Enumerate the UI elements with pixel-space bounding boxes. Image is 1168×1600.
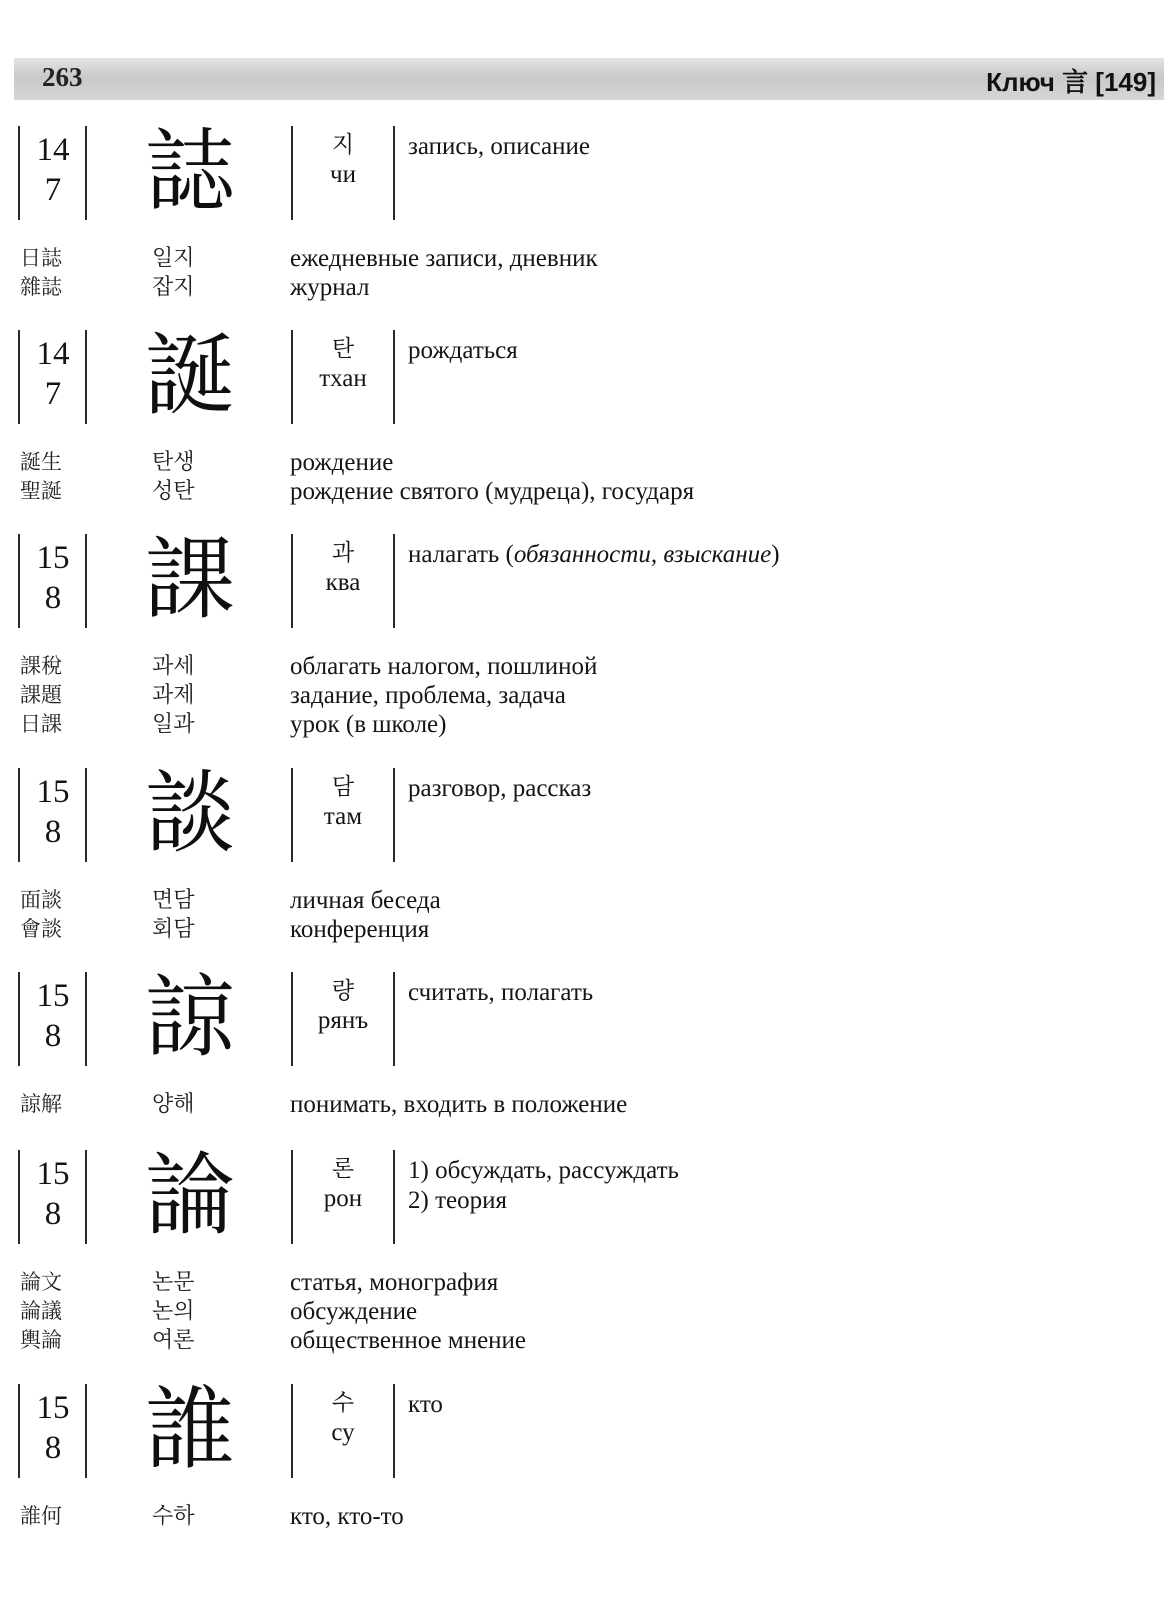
entry-hanja: 談 — [145, 761, 235, 866]
compound-hanja: 日課 — [20, 712, 62, 736]
meaning-line: 1) обсуждать, рассуждать — [408, 1157, 679, 1184]
divider — [18, 972, 20, 1066]
compound-row — [0, 1502, 1168, 1531]
compound-row — [0, 652, 1168, 681]
compound-row — [0, 448, 1168, 477]
divider — [291, 126, 293, 220]
stroke-total: 15 — [36, 1390, 70, 1426]
compound-hanja: 會談 — [20, 917, 62, 941]
entry-reading — [294, 1388, 392, 1448]
radical-key-title: Ключ 言 [149] — [986, 67, 1156, 97]
compound-hanja: 聖誕 — [20, 479, 62, 503]
russian-reading: ква — [325, 569, 361, 596]
divider — [18, 534, 20, 628]
entry-meaning: запись, описание — [408, 133, 591, 160]
compound-korean: 양해 — [152, 1092, 195, 1117]
running-header — [14, 58, 1164, 100]
compound-korean: 과제 — [152, 683, 195, 708]
entry-hanja: 諒 — [145, 965, 235, 1070]
stroke-extra: 8 — [44, 1018, 62, 1054]
compound-korean: 수하 — [152, 1504, 195, 1529]
entry-meaning: разговор, рассказ — [408, 775, 592, 802]
entry-head — [0, 527, 1168, 632]
divider — [18, 126, 20, 220]
entry-hanja: 論 — [145, 1143, 235, 1248]
compound-row — [0, 477, 1168, 506]
compound-hanja: 論文 — [20, 1270, 62, 1294]
compound-meaning: урок (в школе) — [290, 711, 447, 738]
entry-meaning: считать, полагать — [408, 979, 594, 1006]
entry-reading — [294, 334, 392, 394]
divider — [85, 330, 87, 424]
divider — [393, 1384, 395, 1478]
divider — [18, 330, 20, 424]
compound-meaning: конференция — [290, 916, 430, 943]
compound-row — [0, 273, 1168, 302]
compound-korean: 일지 — [152, 246, 195, 271]
divider — [393, 768, 395, 862]
divider — [85, 1150, 87, 1244]
compound-list — [0, 448, 1168, 506]
dictionary-entry — [0, 527, 1168, 739]
compound-meaning: облагать налогом, пошлиной — [290, 653, 598, 680]
entry-head — [0, 965, 1168, 1070]
stroke-extra: 8 — [44, 580, 62, 616]
korean-reading: 담 — [331, 774, 355, 800]
entry-meaning: кто — [408, 1391, 443, 1418]
entry-meaning — [408, 1156, 1148, 1216]
compound-korean: 회담 — [152, 917, 195, 942]
compound-meaning: рождение святого (мудреца), государя — [290, 478, 695, 505]
compound-list — [0, 652, 1168, 739]
divider — [291, 330, 293, 424]
compound-korean: 일과 — [152, 712, 195, 737]
compound-row — [0, 1297, 1168, 1326]
korean-reading: 량 — [331, 978, 355, 1004]
russian-reading: рон — [323, 1185, 363, 1212]
divider — [291, 972, 293, 1066]
stroke-count — [22, 1154, 84, 1234]
compound-korean: 여론 — [152, 1328, 195, 1353]
divider — [85, 126, 87, 220]
compound-list — [0, 886, 1168, 944]
divider — [291, 534, 293, 628]
entry-head — [0, 119, 1168, 224]
divider — [291, 1150, 293, 1244]
compound-meaning: ежедневные записи, дневник — [290, 245, 598, 272]
compound-row — [0, 886, 1168, 915]
korean-reading: 탄 — [331, 336, 355, 362]
compound-hanja: 雜誌 — [20, 275, 62, 299]
compound-korean: 논문 — [152, 1270, 195, 1295]
stroke-extra: 8 — [44, 1196, 62, 1232]
meaning-note: обязанности, взыскание — [513, 541, 772, 568]
compound-meaning: кто, кто-то — [290, 1503, 404, 1530]
compound-hanja: 課題 — [20, 683, 62, 707]
compound-row — [0, 710, 1168, 739]
stroke-total: 15 — [36, 774, 70, 810]
compound-meaning: понимать, входить в положение — [290, 1091, 628, 1118]
divider — [85, 768, 87, 862]
entry-hanja: 課 — [145, 527, 235, 632]
compound-hanja: 誕生 — [20, 450, 62, 474]
dictionary-entry — [0, 1377, 1168, 1531]
divider — [291, 768, 293, 862]
compound-meaning: журнал — [290, 274, 370, 301]
divider — [18, 1384, 20, 1478]
compound-korean: 탄생 — [152, 450, 195, 475]
russian-reading: су — [331, 1419, 355, 1446]
divider — [85, 1384, 87, 1478]
compound-row — [0, 1268, 1168, 1297]
entry-reading — [294, 772, 392, 832]
compound-row — [0, 915, 1168, 944]
compound-hanja: 課稅 — [20, 654, 62, 678]
compound-korean: 면담 — [152, 888, 195, 913]
compound-row — [0, 1090, 1168, 1119]
divider — [18, 1150, 20, 1244]
stroke-count — [22, 1388, 84, 1468]
stroke-extra: 8 — [44, 814, 62, 850]
russian-reading: чи — [330, 161, 356, 188]
stroke-total: 15 — [36, 540, 70, 576]
divider — [393, 1150, 395, 1244]
stroke-count — [22, 334, 84, 414]
entry-meaning: налагать (обязанности, взыскание) — [408, 541, 780, 568]
russian-reading: тхан — [319, 365, 367, 392]
korean-reading: 과 — [331, 540, 355, 566]
entry-hanja: 誰 — [145, 1377, 235, 1482]
divider — [85, 972, 87, 1066]
stroke-extra: 7 — [44, 172, 62, 208]
russian-reading: рянъ — [317, 1007, 369, 1034]
divider — [393, 534, 395, 628]
meaning-line: 2) теория — [408, 1187, 507, 1214]
entry-hanja: 誕 — [145, 323, 235, 428]
stroke-count — [22, 772, 84, 852]
compound-list — [0, 1268, 1168, 1355]
divider — [85, 534, 87, 628]
entry-reading — [294, 130, 392, 190]
entry-head — [0, 323, 1168, 428]
dictionary-entry — [0, 1143, 1168, 1355]
compound-hanja: 面談 — [20, 888, 62, 912]
korean-reading: 론 — [331, 1156, 355, 1182]
entry-head — [0, 1143, 1168, 1248]
entry-hanja: 誌 — [145, 119, 235, 224]
stroke-extra: 8 — [44, 1430, 62, 1466]
russian-reading: там — [323, 803, 363, 830]
compound-row — [0, 244, 1168, 273]
stroke-count — [22, 538, 84, 618]
compound-meaning: статья, монография — [290, 1269, 499, 1296]
compound-list — [0, 1090, 1168, 1119]
compound-hanja: 論議 — [20, 1299, 62, 1323]
korean-reading: 지 — [331, 132, 355, 158]
compound-meaning: обсуждение — [290, 1298, 418, 1325]
dictionary-entry — [0, 323, 1168, 506]
compound-korean: 잡지 — [152, 275, 195, 300]
compound-korean: 논의 — [152, 1299, 195, 1324]
korean-reading: 수 — [331, 1390, 355, 1416]
dictionary-entry — [0, 965, 1168, 1119]
compound-hanja: 諒解 — [20, 1092, 62, 1116]
dictionary-entry — [0, 761, 1168, 944]
dictionary-entry — [0, 119, 1168, 302]
compound-korean: 성탄 — [152, 479, 195, 504]
stroke-total: 15 — [36, 978, 70, 1014]
compound-hanja: 誰何 — [20, 1504, 62, 1528]
entry-head — [0, 1377, 1168, 1482]
compound-row — [0, 681, 1168, 710]
stroke-total: 14 — [36, 132, 70, 168]
compound-meaning: общественное мнение — [290, 1327, 527, 1354]
compound-list — [0, 244, 1168, 302]
stroke-total: 15 — [36, 1156, 70, 1192]
compound-meaning: личная беседа — [290, 887, 441, 914]
entry-meaning: рождаться — [408, 337, 518, 364]
compound-list — [0, 1502, 1168, 1531]
stroke-count — [22, 130, 84, 210]
entry-reading — [294, 976, 392, 1036]
stroke-total: 14 — [36, 336, 70, 372]
divider — [393, 126, 395, 220]
page-number: 263 — [42, 62, 83, 92]
entry-reading — [294, 1154, 392, 1214]
entry-head — [0, 761, 1168, 866]
stroke-count — [22, 976, 84, 1056]
divider — [18, 768, 20, 862]
entry-reading — [294, 538, 392, 598]
compound-hanja: 輿論 — [20, 1328, 62, 1352]
divider — [393, 972, 395, 1066]
divider — [393, 330, 395, 424]
compound-meaning: рождение — [290, 449, 394, 476]
compound-meaning: задание, проблема, задача — [290, 682, 566, 709]
divider — [291, 1384, 293, 1478]
compound-hanja: 日誌 — [20, 246, 62, 270]
compound-row — [0, 1326, 1168, 1355]
compound-korean: 과세 — [152, 654, 195, 679]
stroke-extra: 7 — [44, 376, 62, 412]
